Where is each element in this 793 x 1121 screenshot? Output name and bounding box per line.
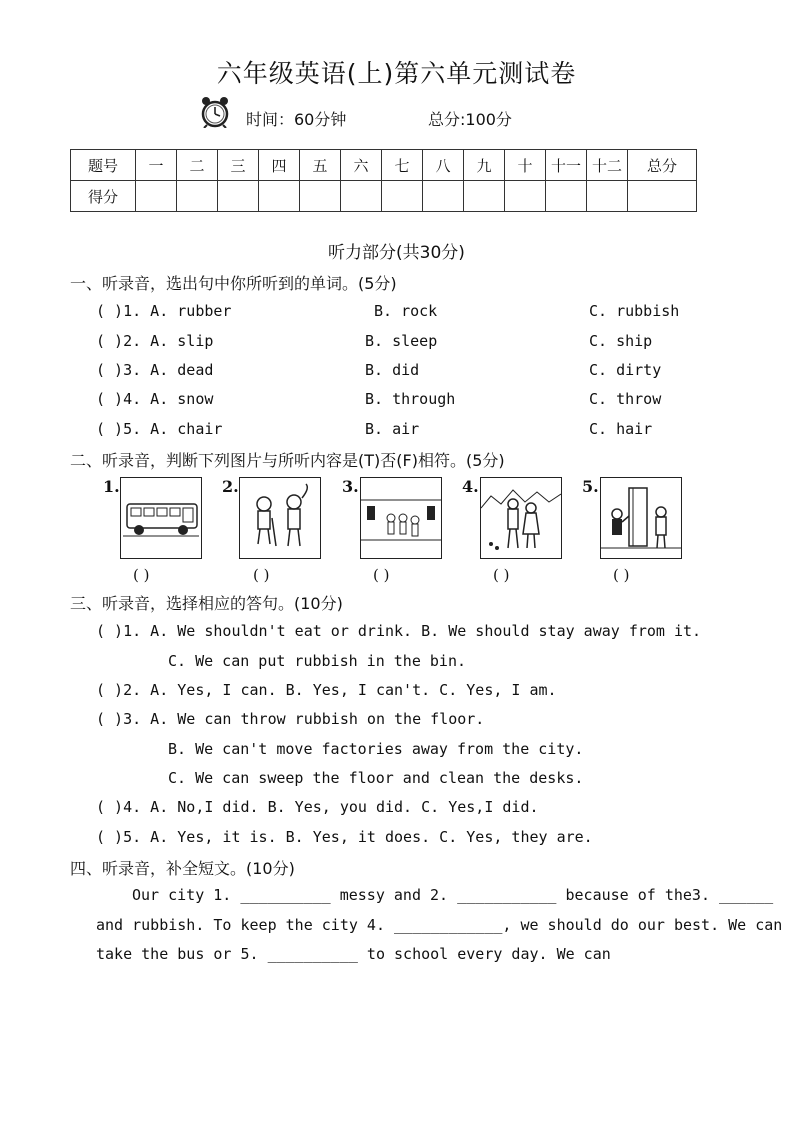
table-cell: 四 (259, 150, 300, 181)
section3-line: ( )5. A. Yes, it is. B. Yes, it does. C. Yes, they are. (96, 828, 593, 846)
picture-number: 3. (342, 477, 359, 496)
answer-blank-4[interactable]: ( ) (493, 566, 510, 584)
picture-number: 4. (462, 477, 479, 496)
table-cell: 七 (382, 150, 423, 181)
table-cell: 总分 (628, 150, 697, 181)
picture-number: 2. (222, 477, 239, 496)
section3-line: C. We can sweep the floor and clean the desks. (168, 769, 584, 787)
kids-in-room-picture-icon (360, 477, 442, 559)
section1-heading: 一、听录音，选出句中你所听到的单词。(5分) (70, 274, 397, 293)
table-cell: 十 (505, 150, 546, 181)
score-input-cell[interactable] (546, 181, 587, 212)
people-walking-picture-icon (480, 477, 562, 559)
question-2-option-c: C. ship (589, 332, 653, 350)
table-cell: 得分 (71, 181, 136, 212)
picture-number: 1. (103, 477, 120, 496)
question-4-option-b: B. through (365, 390, 456, 408)
score-input-cell[interactable] (300, 181, 341, 212)
section3-line: ( )1. A. We shouldn't eat or drink. B. We should stay away from it. (96, 622, 702, 640)
section3-line: ( )2. A. Yes, I can. B. Yes, I can't. C. Yes, I am. (96, 681, 557, 699)
cloze-line: Our city 1. __________ messy and 2. ___________ because of the3. ______ (132, 886, 774, 904)
question-3-option-b: B. did (365, 361, 420, 379)
answer-blank-5[interactable]: ( ) (613, 566, 630, 584)
score-input-cell[interactable] (382, 181, 423, 212)
score-input-cell[interactable] (423, 181, 464, 212)
question-5-option-b: B. air (365, 420, 420, 438)
children-cleaning-picture-icon (239, 477, 321, 559)
answer-blank-1[interactable]: ( ) (133, 566, 150, 584)
answer-blank-3[interactable]: ( ) (373, 566, 390, 584)
kids-at-door-picture-icon (600, 477, 682, 559)
table-cell: 二 (177, 150, 218, 181)
section3-line: B. We can't move factories away from the city. (168, 740, 584, 758)
score-input-cell[interactable] (259, 181, 300, 212)
table-cell: 五 (300, 150, 341, 181)
section3-heading: 三、听录音，选择相应的答句。(10分) (70, 594, 343, 613)
score-input-cell[interactable] (136, 181, 177, 212)
score-input-cell[interactable] (628, 181, 697, 212)
table-cell: 十二 (587, 150, 628, 181)
page-title: 六年级英语(上)第六单元测试卷 (216, 59, 577, 88)
section3-line: ( )4. A. No,I did. B. Yes, you did. C. Yes,I did. (96, 798, 539, 816)
table-cell: 题号 (71, 150, 136, 181)
cloze-line: and rubbish. To keep the city 4. ____________, we should do our best. We can (96, 916, 783, 934)
question-2-option-b: B. sleep (365, 332, 438, 350)
section2-heading: 二、听录音，判断下列图片与所听内容是(T)否(F)相符。(5分) (70, 451, 505, 470)
question-1-option-a: ( )1. A. rubber (96, 302, 232, 320)
score-input-cell[interactable] (505, 181, 546, 212)
score-input-cell[interactable] (177, 181, 218, 212)
section4-heading: 四、听录音，补全短文。(10分) (70, 859, 295, 878)
answer-blank-2[interactable]: ( ) (253, 566, 270, 584)
picture-number: 5. (582, 477, 599, 496)
table-cell: 三 (218, 150, 259, 181)
question-5-option-c: C. hair (589, 420, 653, 438)
score-table (70, 149, 697, 212)
question-5-option-a: ( )5. A. chair (96, 420, 223, 438)
section3-line: C. We can put rubbish in the bin. (168, 652, 467, 670)
question-2-option-a: ( )2. A. slip (96, 332, 214, 350)
listening-section-title: 听力部分(共30分) (328, 243, 465, 263)
score-table-header-row (71, 150, 697, 181)
total-score: 总分:100分 (428, 110, 512, 129)
table-cell: 九 (464, 150, 505, 181)
question-4-option-c: C. throw (589, 390, 662, 408)
score-input-cell[interactable] (464, 181, 505, 212)
section3-line: ( )3. A. We can throw rubbish on the floor. (96, 710, 485, 728)
question-1-option-c: C. rubbish (589, 302, 680, 320)
score-input-cell[interactable] (341, 181, 382, 212)
table-cell: 一 (136, 150, 177, 181)
question-4-option-a: ( )4. A. snow (96, 390, 214, 408)
table-cell: 十一 (546, 150, 587, 181)
question-3-option-a: ( )3. A. dead (96, 361, 214, 379)
bus-picture-icon (120, 477, 202, 559)
time-limit: 时间：60分钟 (246, 110, 347, 129)
score-input-cell[interactable] (218, 181, 259, 212)
table-cell: 八 (423, 150, 464, 181)
score-input-cell[interactable] (587, 181, 628, 212)
table-cell: 六 (341, 150, 382, 181)
question-1-option-b: B. rock (374, 302, 438, 320)
question-3-option-c: C. dirty (589, 361, 662, 379)
cloze-line: take the bus or 5. __________ to school every day. We can (96, 945, 611, 963)
score-table-score-row (71, 181, 697, 212)
alarm-clock-icon (200, 96, 230, 128)
